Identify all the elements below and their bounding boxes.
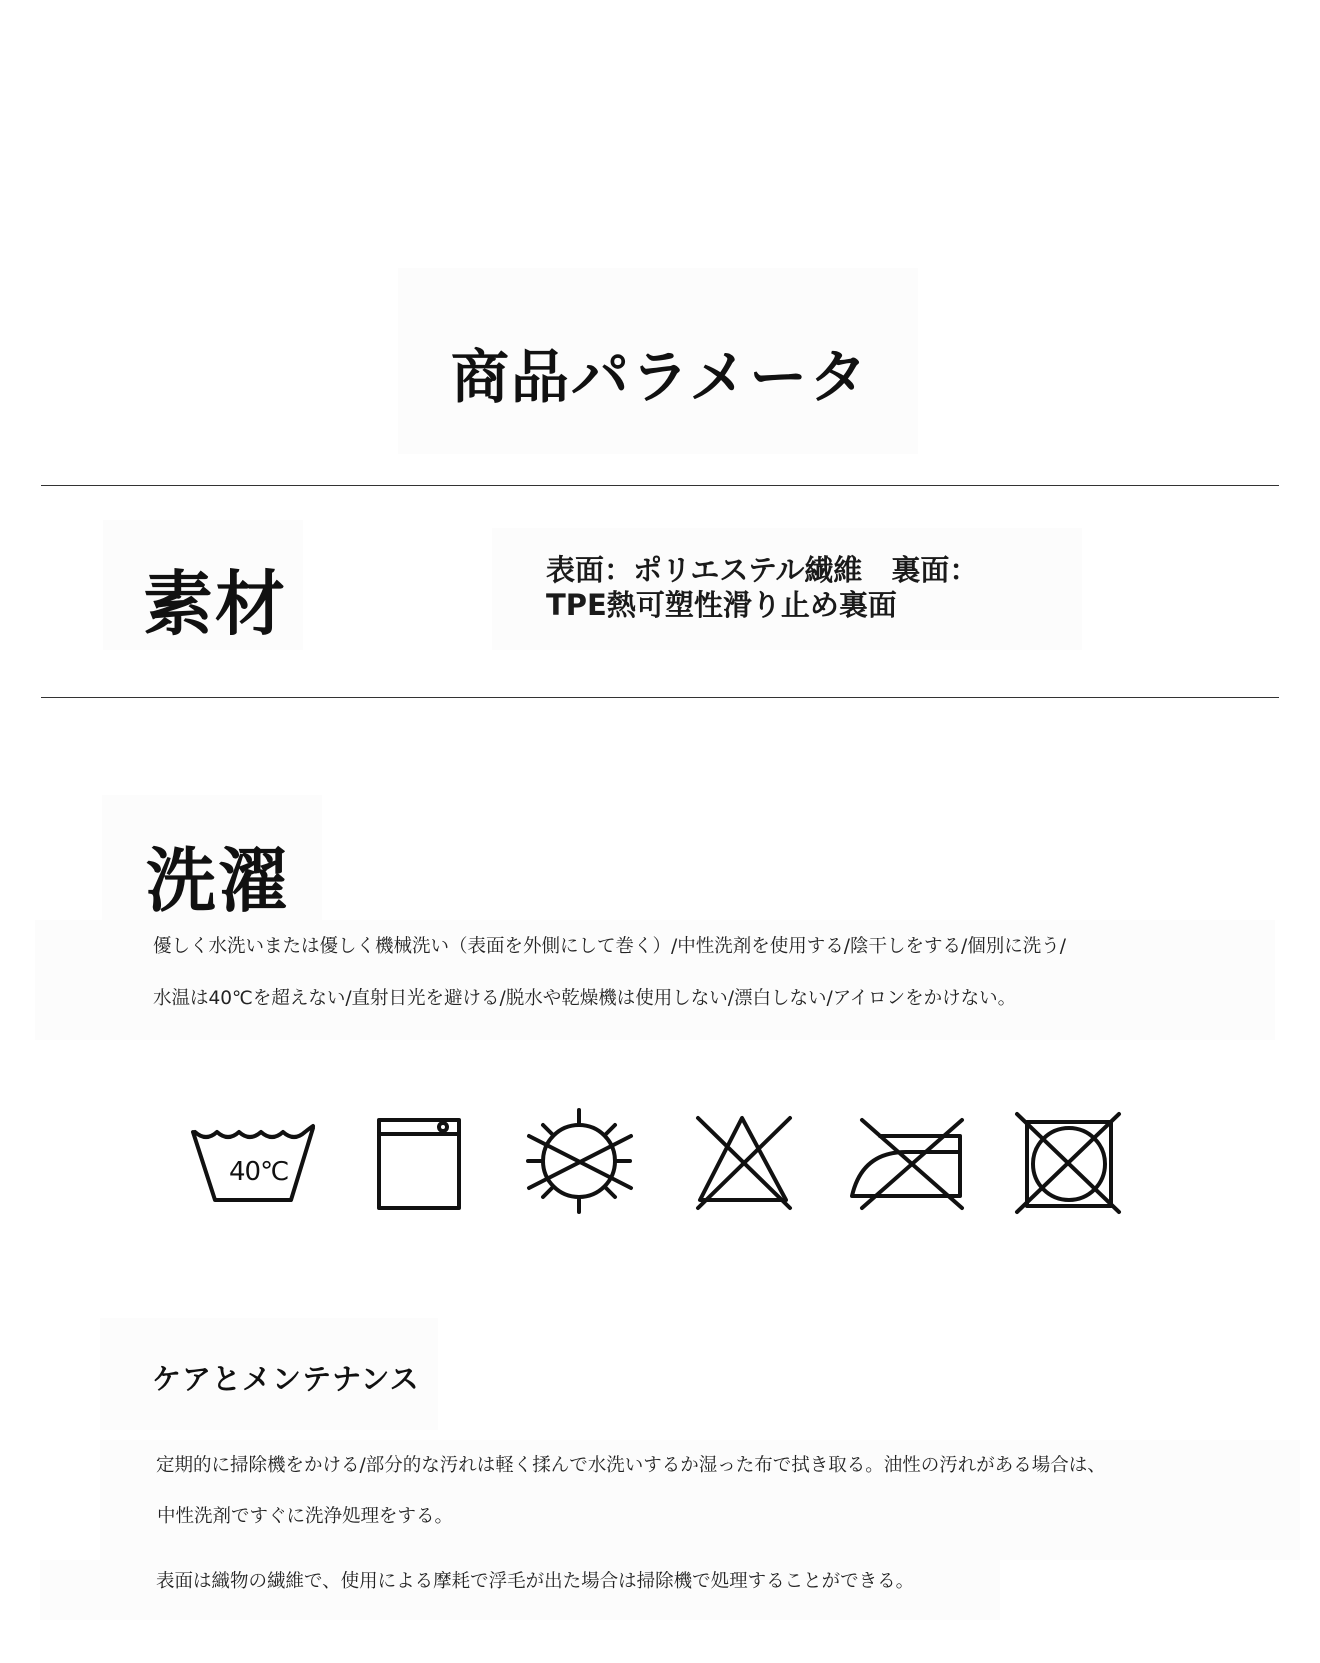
page-title: 商品パラメータ [450, 343, 870, 411]
washing-text-line-2: 水温は40℃を超えない/直射日光を避ける/脱水や乾燥機は使用しない/漂白しない/アイロンをかけない。 [153, 988, 1017, 1009]
care-text-line-1: 定期的に掃除機をかける/部分的な汚れは軽く揉んで水洗いするか湿った布で拭き取る。油性の汚れがある場合は、 [156, 1455, 1106, 1476]
divider-bottom [41, 697, 1279, 698]
no-bleach-icon [690, 1104, 830, 1216]
no-tumble-dry-icon [1015, 1104, 1155, 1216]
wash-temperature-label: 40℃ [229, 1157, 289, 1187]
tumble-dryer-icon [365, 1104, 505, 1216]
washing-heading: 洗濯 [146, 840, 290, 922]
care-text-line-2: 中性洗剤ですぐに洗浄処理をする。 [157, 1506, 454, 1527]
material-heading: 素材 [143, 563, 287, 645]
care-heading: ケアとメンテナンス [152, 1362, 420, 1396]
care-text-line-3: 表面は織物の繊維で、使用による摩耗で浮毛が出た場合は掃除機で処理することができる。 [156, 1571, 915, 1592]
no-sun-drying-icon [523, 1104, 663, 1216]
no-iron-icon [850, 1104, 990, 1216]
material-value: 表面：ポリエステル繊維 裏面：TPE熱可塑性滑り止め裏面 [546, 553, 979, 622]
divider-top [41, 485, 1279, 486]
wash-40c-icon [185, 1104, 325, 1216]
washing-text-line-1: 優しく水洗いまたは優しく機械洗い（表面を外側にして巻く）/中性洗剤を使用する/陰干しをする/個別に洗う/ [153, 936, 1066, 957]
